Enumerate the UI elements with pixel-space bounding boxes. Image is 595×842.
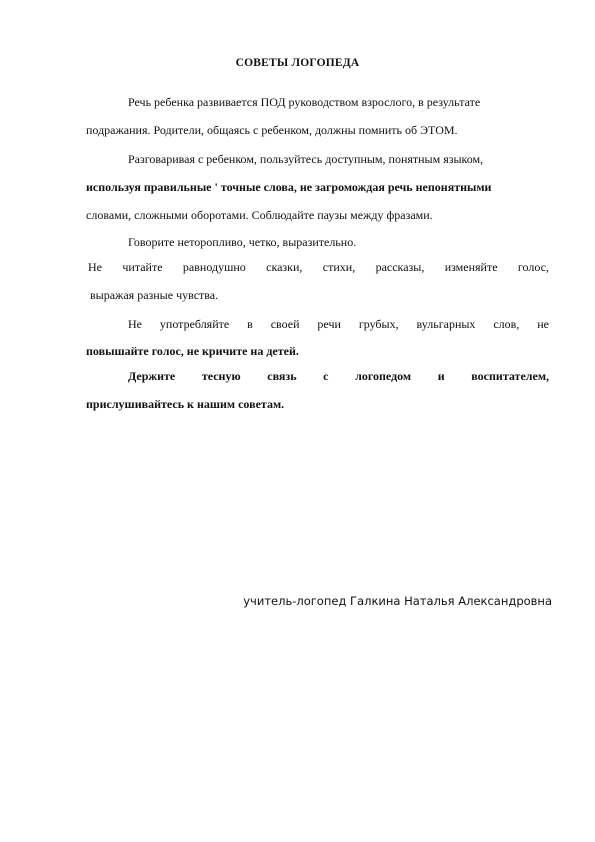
paragraph-6-line-1: Держите тесную связь с логопедом и воспитателем, (128, 369, 549, 383)
paragraph-5-line-1: Не употребляйте в своей речи грубых, вульгарных слов, не (128, 317, 549, 331)
paragraph-2-line-3: словами, сложными оборотами. Соблюдайте паузы между фразами. (86, 208, 433, 222)
paragraph-3-line-1: Говорите неторопливо, четко, выразительно. (128, 235, 357, 249)
author-signature: учитель-логопед Галкина Наталья Александровна (243, 594, 552, 608)
document-title: СОВЕТЫ ЛОГОПЕДА (235, 57, 360, 69)
paragraph-6-line-2: прислушивайтесь к нашим советам. (86, 397, 285, 411)
paragraph-1-line-1: Речь ребенка развивается ПОД руководством взрослого, в результате (128, 95, 481, 109)
paragraph-4-line-1: Не читайте равнодушно сказки, стихи, рассказы, изменяйте голос, (88, 260, 549, 274)
paragraph-1-line-2: подражания. Родители, общаясь с ребенком, должны помнить об ЭТОМ. (86, 123, 458, 137)
paragraph-2-line-2: используя правильные ' точные слова, не загромождая речь непонятными (86, 180, 492, 194)
paragraph-5-line-2: повышайте голос, не кричите на детей. (86, 344, 299, 358)
paragraph-4-line-2: выражая разные чувства. (90, 288, 219, 302)
paragraph-2-line-1: Разговаривая с ребенком, пользуйтесь доступным, понятным языком, (128, 152, 484, 166)
